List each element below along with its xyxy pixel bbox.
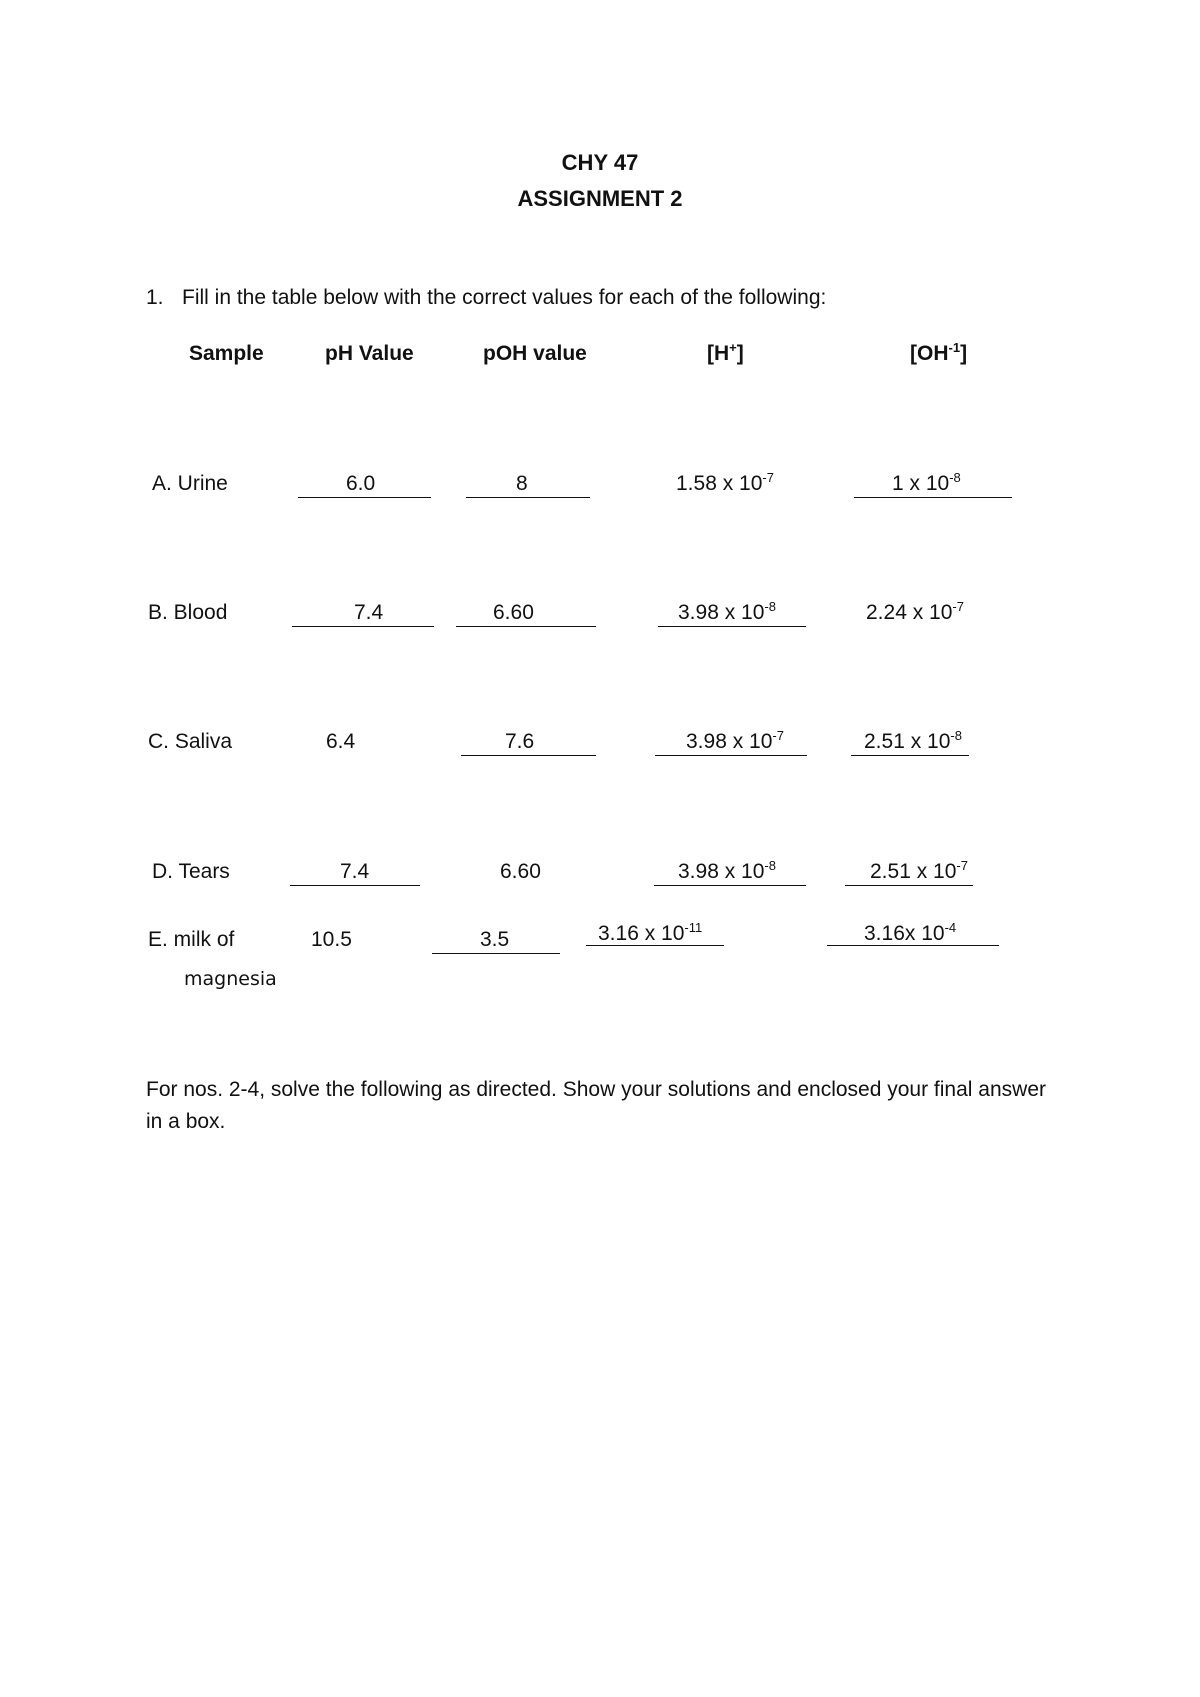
row-c-ph: 6.4 (326, 730, 356, 753)
row-d-h-ion: 3.98 x $10^{-8}$ (678, 858, 776, 883)
row-d-poh: 6.60 (500, 860, 541, 883)
row-e-sample-line2: magnesia (184, 968, 277, 990)
answer-line (466, 497, 590, 498)
row-a-poh: 8 (516, 472, 528, 495)
answer-line (851, 755, 969, 756)
header-ph: pH Value (325, 342, 414, 365)
row-e-sample: E. milk of (148, 928, 235, 951)
row-c-sample: C. Saliva (148, 730, 233, 753)
answer-line (854, 497, 1012, 498)
row-b-ph: 7.4 (354, 601, 384, 624)
question-prompt: Fill in the table below with the correct values for each of the following: (182, 286, 827, 309)
row-e-oh-ion: 3.16x $10^{-4}$ (864, 920, 957, 945)
question-number: 1. (146, 286, 164, 309)
header-oh-ion: $[OH^{-1}]$ (910, 340, 968, 365)
row-c-oh-ion: 2.51 x $10^{-8}$ (864, 728, 962, 753)
row-c-h-ion: 3.98 x $10^{-7}$ (686, 728, 784, 753)
row-e-poh: 3.5 (480, 928, 510, 951)
course-title: CHY 47 (561, 150, 639, 175)
answer-line (845, 885, 973, 886)
row-b-sample: B. Blood (148, 601, 228, 624)
answer-line (655, 755, 807, 756)
row-a-oh-ion: 1 x $10^{-8}$ (892, 470, 961, 495)
row-b-h-ion: 3.98 x $10^{-8}$ (678, 599, 776, 624)
row-d-sample: D. Tears (152, 860, 230, 883)
answer-line (658, 626, 806, 627)
row-b-oh-ion: 2.24 x $10^{-7}$ (866, 599, 964, 624)
answer-line (290, 885, 420, 886)
header-poh: pOH value (483, 342, 587, 365)
row-e-h-ion: 3.16 x $10^{-11}$ (598, 920, 703, 945)
answer-line (461, 755, 596, 756)
row-a-sample: A. Urine (152, 472, 228, 495)
instructions-paragraph: For nos. 2-4, solve the following as directed. Show your solutions and enclosed your final answer in a box. (146, 1078, 1046, 1133)
row-e-ph: 10.5 (311, 928, 352, 951)
row-a-ph: 6.0 (346, 472, 376, 495)
answer-line (432, 953, 560, 954)
row-d-oh-ion: 2.51 x $10^{-7}$ (870, 858, 968, 883)
row-a-h-ion: 1.58 x $10^{-7}$ (676, 470, 774, 495)
row-d-ph: 7.4 (340, 860, 370, 883)
answer-line (456, 626, 596, 627)
row-c-poh: 7.6 (505, 730, 535, 753)
row-b-poh: 6.60 (493, 601, 534, 624)
answer-line (292, 626, 434, 627)
assignment-title: ASSIGNMENT 2 (517, 186, 683, 211)
header-h-ion: [H+] (707, 340, 744, 365)
question-1 (146, 286, 826, 310)
answer-line (298, 497, 431, 498)
answer-line (654, 885, 806, 886)
header-sample: Sample (189, 342, 264, 365)
